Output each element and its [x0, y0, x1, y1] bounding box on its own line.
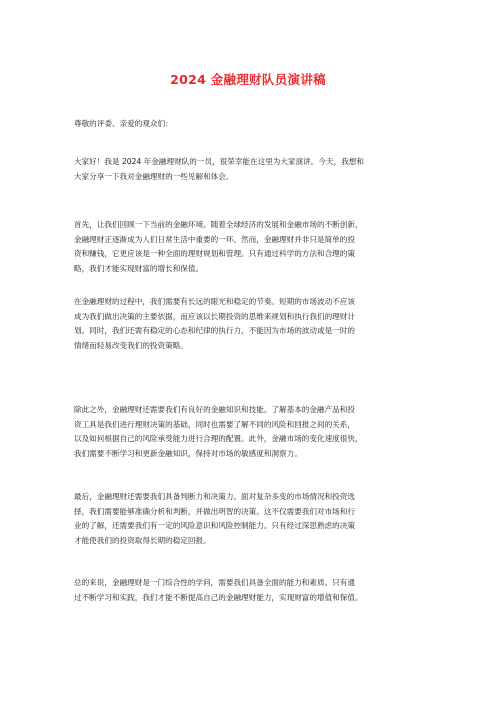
paragraph-line: 在金融理财的过程中，我们需要有长远的眼光和稳定的节奏。短期的市场波动不应该 [74, 297, 355, 306]
paragraph-financial-environment [74, 218, 436, 276]
paragraph-line: 略，我们才能实现财富的增长和保值。 [74, 263, 204, 273]
paragraph-line: 划。同时，我们还需有稳定的心态和纪律的执行力，不能因为市场的波动或是一时的 [74, 326, 355, 336]
paragraph-line: 最后，金融理财还需要我们具备判断力和决策力。面对复杂多变的市场情况和投资选 [74, 492, 355, 501]
paragraph-line: 过不断学习和实践，我们才能不断提高自己的金融理财能力，实现财富的增值和保值。 [74, 592, 363, 602]
paragraph-line: 情绪而轻易改变我们的投资策略。 [74, 340, 188, 350]
paragraph-long-term-view [74, 295, 436, 353]
paragraph-line: 我们需要不断学习和更新金融知识，保持对市场的敏感度和洞察力。 [74, 448, 302, 458]
paragraph-line: 大家好！我是 2024 年金融理财队的一员，很荣幸能在这里为大家演讲。今天，我想和 [74, 157, 364, 166]
paragraph-line: 除此之外，金融理财还需要我们有良好的金融知识和技能。了解基本的金融产品和投 [74, 405, 355, 414]
greeting [74, 117, 436, 132]
paragraph-line: 才能使我们的投资取得长期的稳定回报。 [74, 535, 211, 545]
paragraph-judgment-decision [74, 490, 436, 548]
paragraph-line: 成为我们做出决策的主要依据，而应该以长期投资的思维来规划和执行我们的理财计 [74, 311, 355, 321]
paragraph-line: 大家分享一下我对金融理财的一些见解和体会。 [74, 171, 234, 181]
paragraph-line: 金融理财正逐渐成为人们日常生活中重要的一环。然而，金融理财并非只是简单的投 [74, 234, 355, 244]
paragraph-knowledge-skills [74, 403, 436, 461]
greeting-line: 尊敬的评委、亲爱的观众们： [74, 119, 173, 128]
paragraph-line: 总的来说，金融理财是一门综合性的学问，需要我们具备全面的能力和素质。只有通 [74, 578, 355, 587]
document-title: 2024 金融理财队员演讲稿 [170, 72, 326, 87]
paragraph-intro [74, 155, 436, 184]
paragraph-line: 资工具是我们进行理财决策的基础，同时也需要了解不同的风险和回报之间的关系， [74, 419, 355, 429]
paragraph-conclusion [74, 576, 436, 605]
paragraph-line: 资和赚钱，它更应该是一种全面的理财规划和管理。只有通过科学的方法和合理的策 [74, 249, 355, 259]
paragraph-line: 择，我们需要能够准确分析和判断，并做出明智的决策。这不仅需要我们对市场和行 [74, 506, 355, 516]
paragraph-line: 业的了解，还需要我们有一定的风险意识和风险控制能力。只有经过深思熟虑的决策 [74, 521, 355, 531]
paragraph-line: 首先，让我们回顾一下当前的金融环境。随着全球经济的发展和金融市场的不断创新， [74, 220, 363, 229]
paragraph-line: 以及如何根据自己的风险承受能力进行合理的配置。此外，金融市场的变化速度很快， [74, 434, 363, 444]
